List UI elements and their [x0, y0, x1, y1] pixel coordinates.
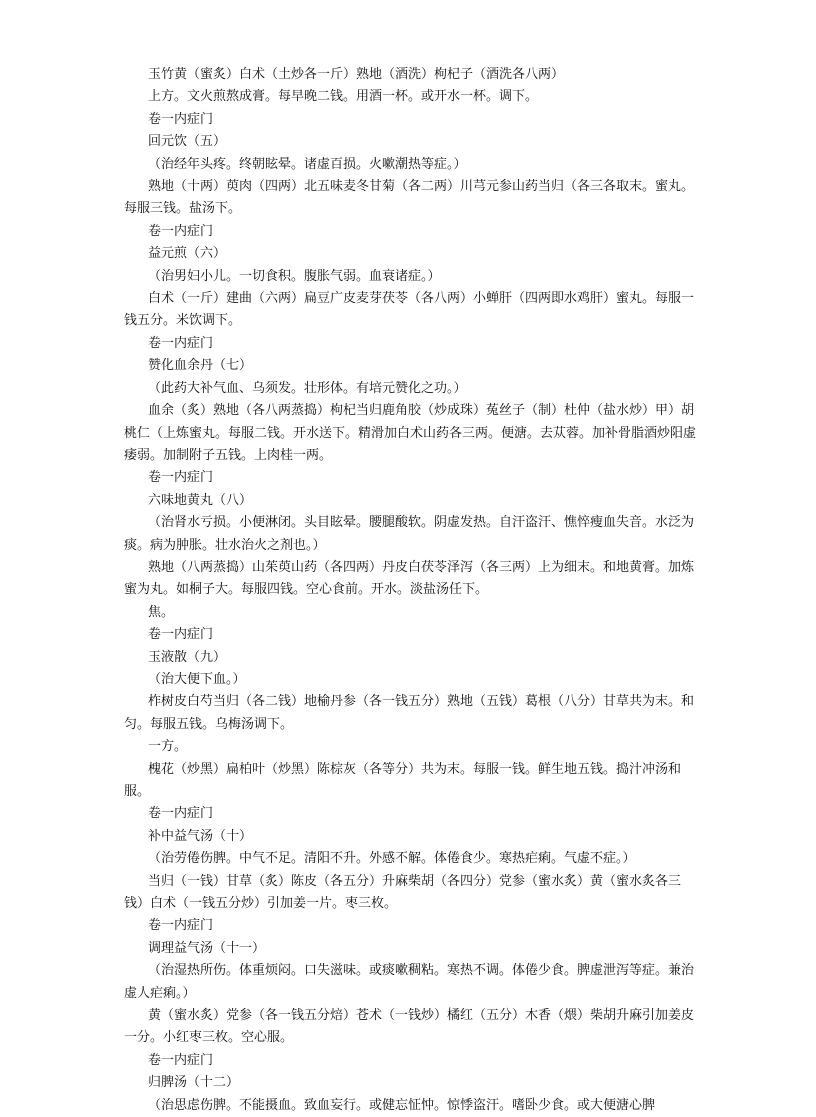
paragraph: （治男妇小儿。一切食积。腹胀气弱。血衰诸症。）	[148, 268, 441, 284]
paragraph: （治经年头疼。终朝眩晕。诸虚百损。火嗽潮热等症。）	[148, 156, 467, 172]
paragraph: （此药大补气血、乌须发。壮形体。有培元赞化之功。）	[148, 380, 467, 396]
paragraph: 白术（一斤）建曲（六两）扁豆广皮麦芽茯苓（各八两）小蝉肝（四两即水鸡肝）蜜丸。每服一钱五分。米饮调下。	[124, 291, 695, 329]
paragraph: （治湿热所伤。体重烦闷。口失滋味。或痰嗽稠粘。寒热不调。体倦少食。脾虚泄泻等症。兼治虚人疟痢。）	[124, 963, 695, 1001]
paragraph: （治肾水亏损。小便淋闭。头目眩晕。腰腿酸软。阴虚发热。自汗盗汗、憔悴瘦血失音。水泛为痰。病为肿胀。壮水治火之剂也。）	[124, 515, 695, 553]
section-heading: 卷一内症门	[148, 335, 214, 351]
paragraph: （治大便下血。）	[148, 671, 246, 687]
formula-title: 调理益气汤（十一）	[148, 940, 266, 956]
paragraph: （治思虑伤脾。不能摄血。致血妄行。或健忘怔忡。惊悸盗汗。嗜卧少食。或大便溏心脾	[148, 1097, 656, 1113]
section-heading: 卷一内症门	[148, 111, 214, 127]
section-heading: 卷一内症门	[148, 470, 214, 486]
paragraph: 柞树皮白芍当归（各二钱）地榆丹参（各一钱五分）熟地（五钱）葛根（八分）甘草共为末。和匀。每服五钱。乌梅汤调下。	[124, 694, 695, 732]
paragraph: 上方。文火煎熬成膏。每早晚二钱。用酒一杯。或开水一杯。调下。	[148, 89, 539, 105]
paragraph: 黄（蜜水炙）党参（各一钱五分焙）苍术（一钱炒）橘红（五分）木香（煨）柴胡升麻引加姜皮一分。小红枣三枚。空心服。	[124, 1008, 695, 1046]
formula-title: 六味地黄丸（八）	[148, 492, 253, 508]
section-heading: 卷一内症门	[148, 806, 214, 822]
formula-title: 归脾汤（十二）	[148, 1075, 240, 1091]
paragraph: 熟地（八两蒸捣）山茱萸山药（各四两）丹皮白茯苓泽泻（各三两）上为细末。和地黄膏。加炼蜜为丸。如桐子大。每服四钱。空心食前。开水。淡盐汤任下。	[124, 559, 695, 598]
formula-title: 回元饮（五）	[148, 134, 227, 150]
paragraph: 焦。	[148, 604, 175, 620]
section-heading: 卷一内症门	[148, 223, 214, 239]
paragraph: 血余（炙）熟地（各八两蒸捣）枸杞当归鹿角胶（炒成珠）菟丝子（制）杜仲（盐水炒）甲）胡桃仁（上炼蜜丸。每服二钱。开水送下。精滑加白术山药各三两。便溏。去苁蓉。加补骨脂酒炒阳虚痿弱。加制附子五钱。上肉桂一两。	[124, 403, 697, 463]
paragraph: 一方。	[148, 739, 188, 755]
section-heading: 卷一内症门	[148, 627, 214, 643]
document-page	[124, 64, 700, 1117]
paragraph: 玉竹黄（蜜炙）白术（土炒各一斤）熟地（酒洗）枸杞子（酒洗各八两）	[148, 67, 565, 82]
section-heading: 卷一内症门	[148, 1052, 214, 1068]
formula-title: 赞化血余丹（七）	[148, 358, 253, 374]
paragraph: 熟地（十两）萸肉（四两）北五味麦冬甘菊（各二两）川芎元参山药当归（各三各取末。蜜丸。每服三钱。盐汤下。	[124, 179, 695, 217]
formula-title: 补中益气汤（十）	[148, 828, 253, 844]
paragraph: （治劳倦伤脾。中气不足。清阳不升。外感不解。体倦食少。寒热疟痢。气虚不症。）	[148, 851, 636, 867]
formula-title: 玉液散（九）	[148, 649, 227, 665]
paragraph: 槐花（炒黑）扁柏叶（炒黑）陈棕灰（各等分）共为末。每服一钱。鲜生地五钱。捣汁冲汤和服。	[124, 761, 682, 799]
section-heading: 卷一内症门	[148, 918, 214, 934]
paragraph: 当归（一钱）甘草（炙）陈皮（各五分）升麻柴胡（各四分）党参（蜜水炙）黄（蜜水炙各三钱）白术（一钱五分炒）引加姜一片。枣三枚。	[124, 873, 682, 912]
formula-title: 益元煎（六）	[148, 246, 227, 262]
